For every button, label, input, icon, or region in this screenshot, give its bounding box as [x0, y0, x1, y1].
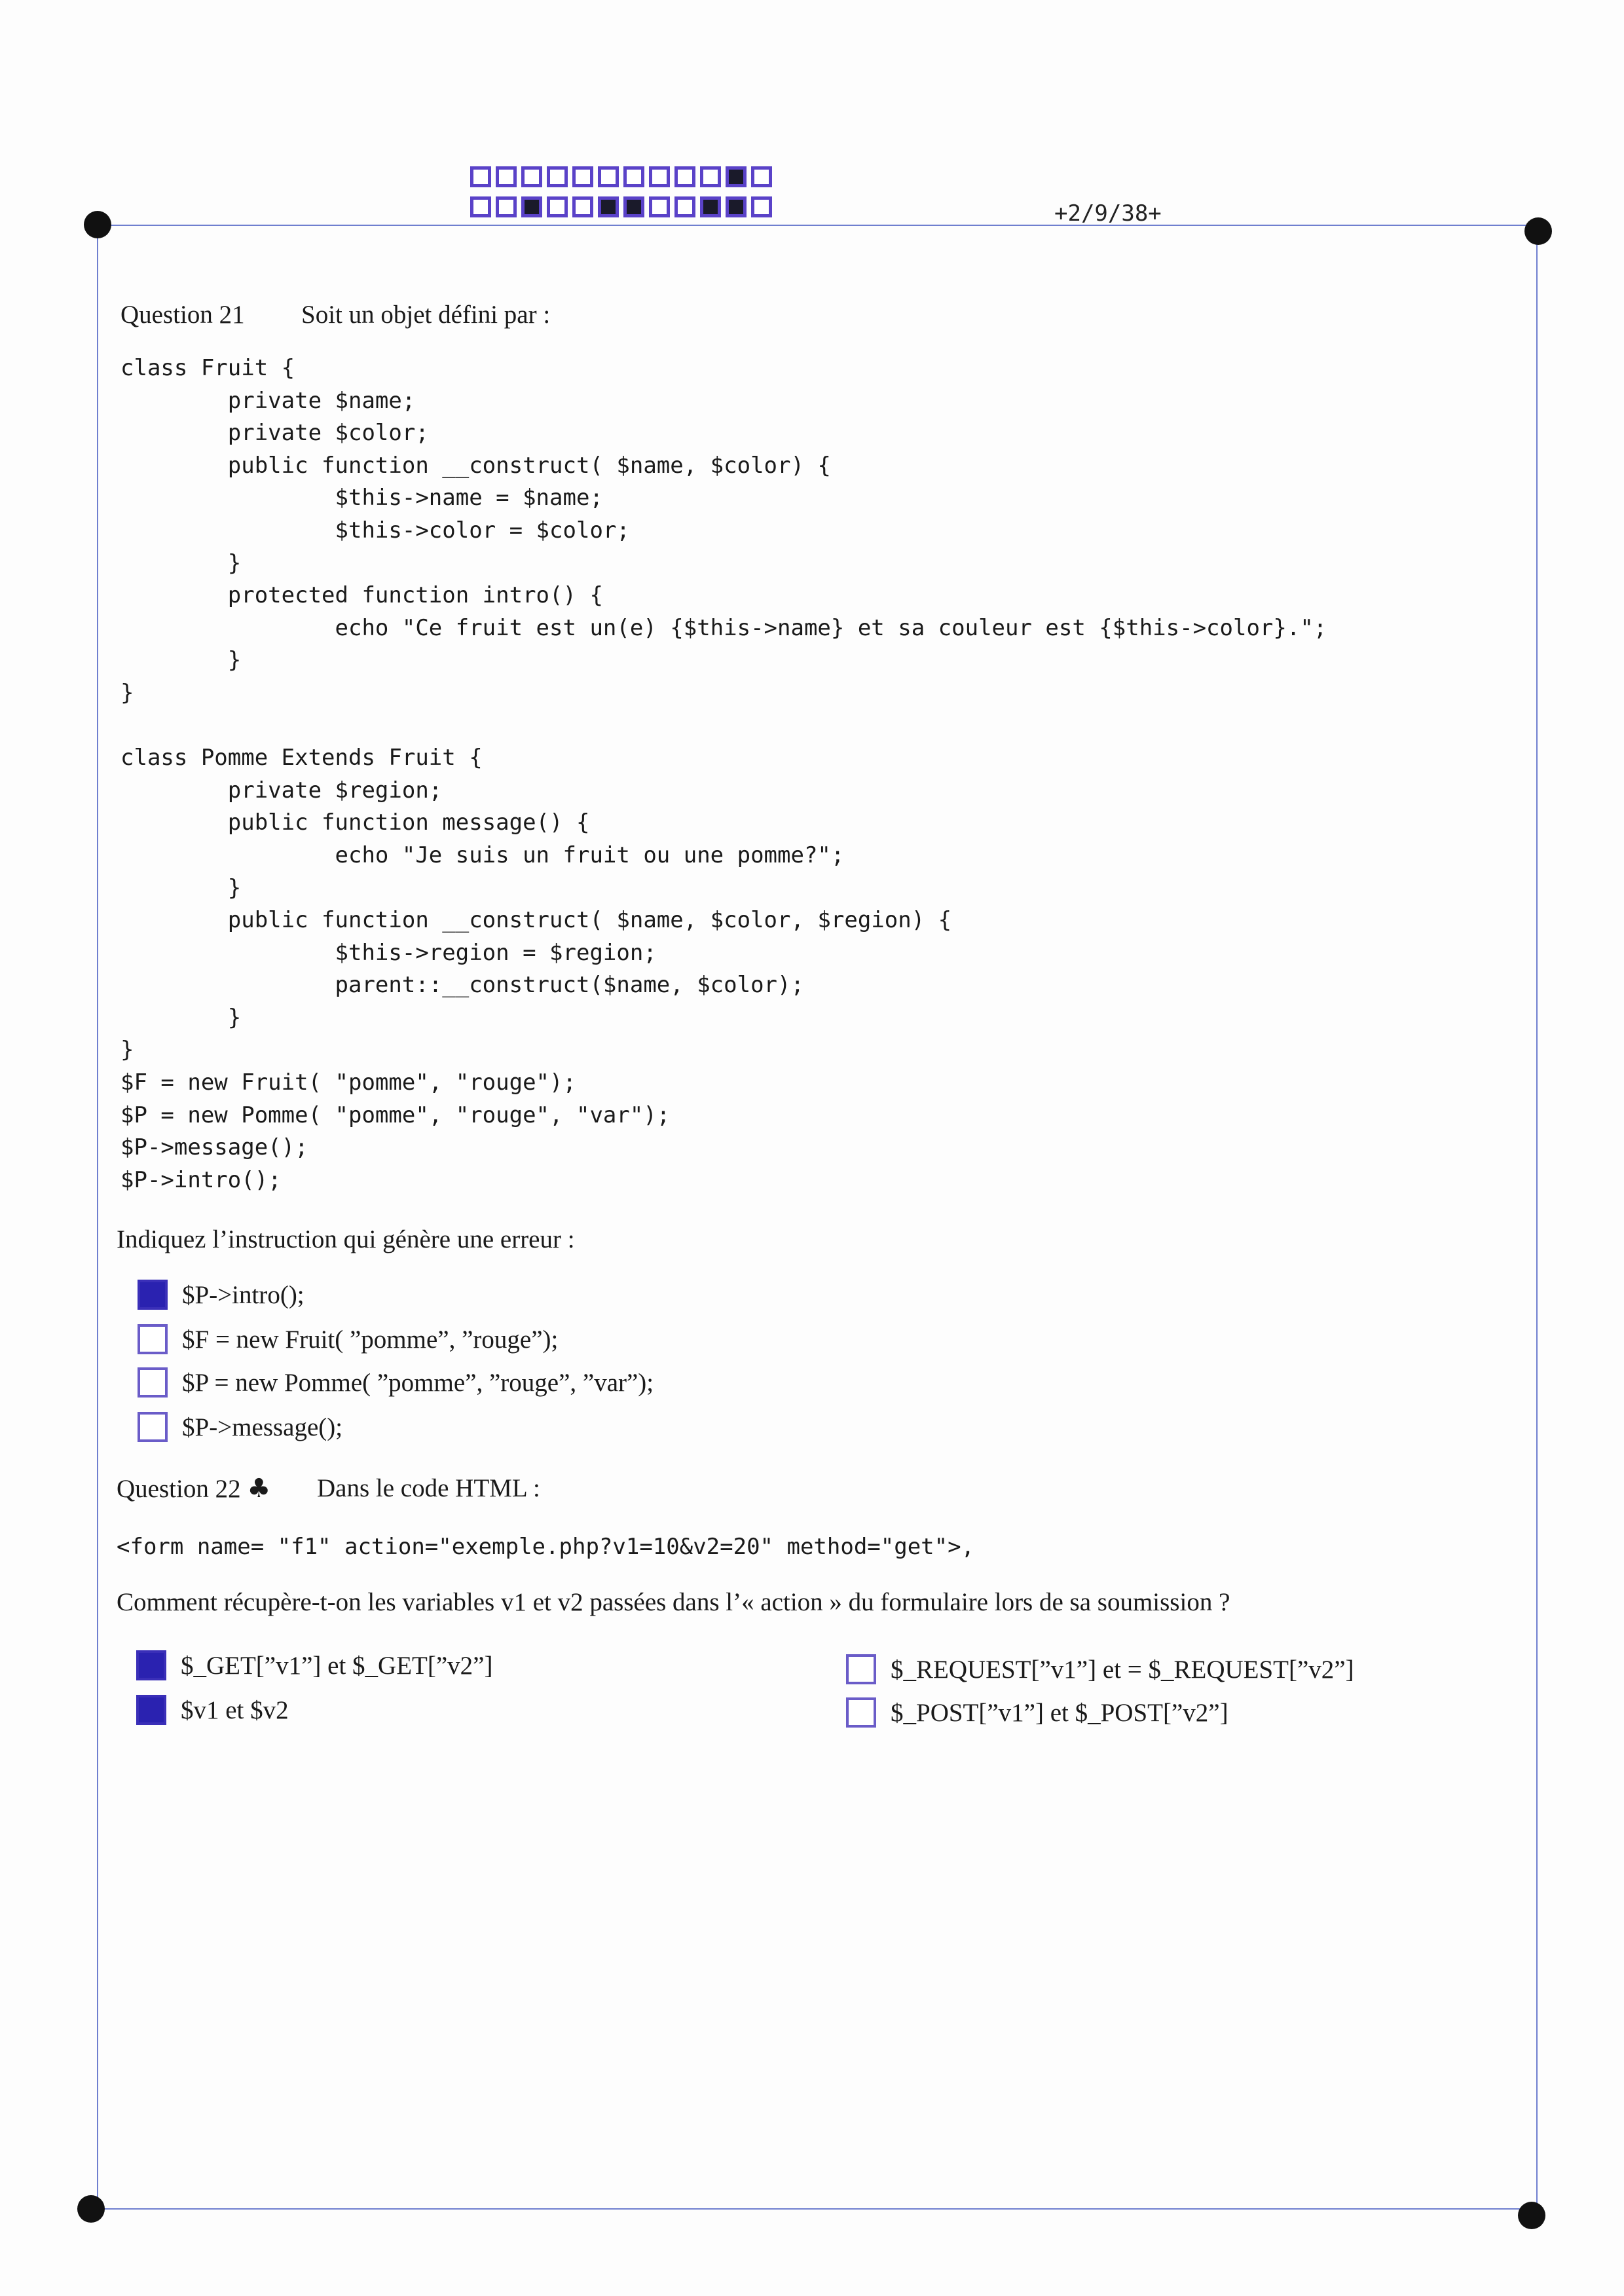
q22-answer-option[interactable]	[846, 1654, 1354, 1684]
frame-bottom-line	[92, 2208, 1532, 2210]
code-row-1-bit	[751, 166, 772, 187]
answer-checkbox[interactable]	[138, 1412, 168, 1442]
question-21-label: Question 21	[120, 301, 245, 329]
code-row-1-bit	[674, 166, 695, 187]
answer-checkbox[interactable]	[846, 1697, 876, 1728]
code-line: $this->region = $region;	[120, 939, 657, 966]
q21-answer-option[interactable]	[138, 1412, 342, 1442]
q22-answer-option[interactable]	[136, 1650, 492, 1680]
code-line: public function __construct( $name, $color) {	[120, 452, 831, 479]
code-line: }	[120, 679, 134, 706]
q21-answer-option[interactable]	[138, 1324, 558, 1354]
answer-checkbox[interactable]	[136, 1695, 166, 1725]
binary-code-row-1	[470, 166, 772, 187]
question-21-header	[120, 300, 245, 329]
answer-checkbox[interactable]	[138, 1367, 168, 1398]
code-line	[120, 710, 1327, 743]
answer-text: $P = new Pomme( ”pomme”, ”rouge”, ”var”);	[182, 1368, 654, 1397]
code-row-2-bit	[700, 196, 721, 217]
code-row-2-bit	[470, 196, 491, 217]
code-row-1-bit	[700, 166, 721, 187]
answer-checkbox[interactable]	[138, 1324, 168, 1354]
code-line: }	[120, 874, 242, 901]
code-line: }	[120, 1037, 134, 1064]
corner-mark-top-left	[84, 211, 111, 238]
code-line: private $name;	[120, 387, 416, 414]
answer-text: $F = new Fruit( ”pomme”, ”rouge”);	[182, 1325, 559, 1354]
code-row-1-bit	[726, 166, 747, 187]
code-line: class Pomme Extends Fruit {	[120, 745, 483, 771]
code-line: $this->color = $color;	[120, 517, 630, 544]
page-number: +2/9/38+	[1054, 200, 1162, 227]
code-row-2-bit	[751, 196, 772, 217]
code-line: $F = new Fruit( "pomme", "rouge");	[120, 1069, 576, 1096]
code-line: }	[120, 647, 242, 674]
q21-answer-option[interactable]	[138, 1280, 304, 1310]
code-row-2-bit	[598, 196, 619, 217]
code-row-2-bit	[726, 196, 747, 217]
answer-checkbox[interactable]	[846, 1654, 876, 1684]
code-line: protected function intro() {	[120, 582, 603, 609]
binary-code-row-2	[470, 196, 772, 217]
code-line: }	[120, 549, 242, 576]
code-line: echo "Ce fruit est un(e) {$this->name} et sa couleur est {$this->color}.";	[120, 614, 1327, 641]
frame-top-line	[98, 225, 1539, 226]
code-row-1-bit	[598, 166, 619, 187]
answer-text: $_POST[”v1”] et $_POST[”v2”]	[891, 1698, 1228, 1727]
q22-answer-option[interactable]	[846, 1697, 1228, 1728]
code-row-1-bit	[572, 166, 593, 187]
code-row-1-bit	[521, 166, 542, 187]
question-22-label: Question 22	[117, 1475, 241, 1503]
code-line: }	[120, 1004, 242, 1031]
code-line: public function message() {	[120, 809, 590, 836]
code-row-2-bit	[674, 196, 695, 217]
answer-text: $v1 et $v2	[181, 1695, 289, 1724]
code-row-2-bit	[496, 196, 517, 217]
answer-text: $P->intro();	[182, 1280, 304, 1309]
corner-mark-bottom-right	[1518, 2202, 1545, 2229]
question-21-code	[120, 352, 1327, 1196]
code-line: public function __construct( $name, $color, $region) {	[120, 907, 952, 934]
question-22-code: <form name= "f1" action="exemple.php?v1=10&v2=20" method="get">,	[117, 1534, 975, 1560]
question-22-header	[117, 1473, 270, 1504]
question-22-text: Dans le code HTML :	[317, 1474, 540, 1502]
code-row-2-bit	[649, 196, 670, 217]
code-line: echo "Je suis un fruit ou une pomme?";	[120, 842, 845, 868]
code-row-1-bit	[623, 166, 644, 187]
code-row-1-bit	[649, 166, 670, 187]
answer-text: $_GET[”v1”] et $_GET[”v2”]	[181, 1651, 493, 1680]
code-row-1-bit	[496, 166, 517, 187]
code-row-2-bit	[521, 196, 542, 217]
code-line: parent::__construct($name, $color);	[120, 972, 804, 999]
club-icon: ♣	[247, 1473, 271, 1504]
code-line: $P = new Pomme( "pomme", "rouge", "var");	[120, 1102, 671, 1128]
question-22-prompt: Comment récupère-t-on les variables v1 et v2 passées dans l’« action » du formulaire lors de sa soumission ?	[117, 1588, 1230, 1616]
code-row-2-bit	[572, 196, 593, 217]
code-line: $P->message();	[120, 1134, 308, 1161]
code-row-2-bit	[623, 196, 644, 217]
code-line: $this->name = $name;	[120, 485, 603, 511]
corner-mark-bottom-left	[77, 2195, 105, 2223]
answer-checkbox[interactable]	[138, 1280, 168, 1310]
code-row-2-bit	[547, 196, 568, 217]
code-row-1-bit	[547, 166, 568, 187]
q22-answer-option[interactable]	[136, 1695, 289, 1725]
code-line: class Fruit {	[120, 355, 295, 381]
answer-text: $_REQUEST[”v1”] et = $_REQUEST[”v2”]	[891, 1655, 1354, 1684]
corner-mark-top-right	[1524, 217, 1552, 245]
code-line: private $region;	[120, 777, 443, 804]
frame-left-line	[97, 225, 98, 2209]
code-row-1-bit	[470, 166, 491, 187]
answer-checkbox[interactable]	[136, 1650, 166, 1680]
q21-answer-option[interactable]	[138, 1367, 654, 1398]
answer-text: $P->message();	[182, 1413, 343, 1441]
code-line: $P->intro();	[120, 1166, 282, 1193]
frame-right-line	[1536, 229, 1538, 2213]
code-line: private $color;	[120, 420, 429, 447]
question-21-text: Soit un objet défini par :	[301, 301, 551, 329]
question-21-prompt: Indiquez l’instruction qui génère une erreur :	[117, 1225, 575, 1253]
